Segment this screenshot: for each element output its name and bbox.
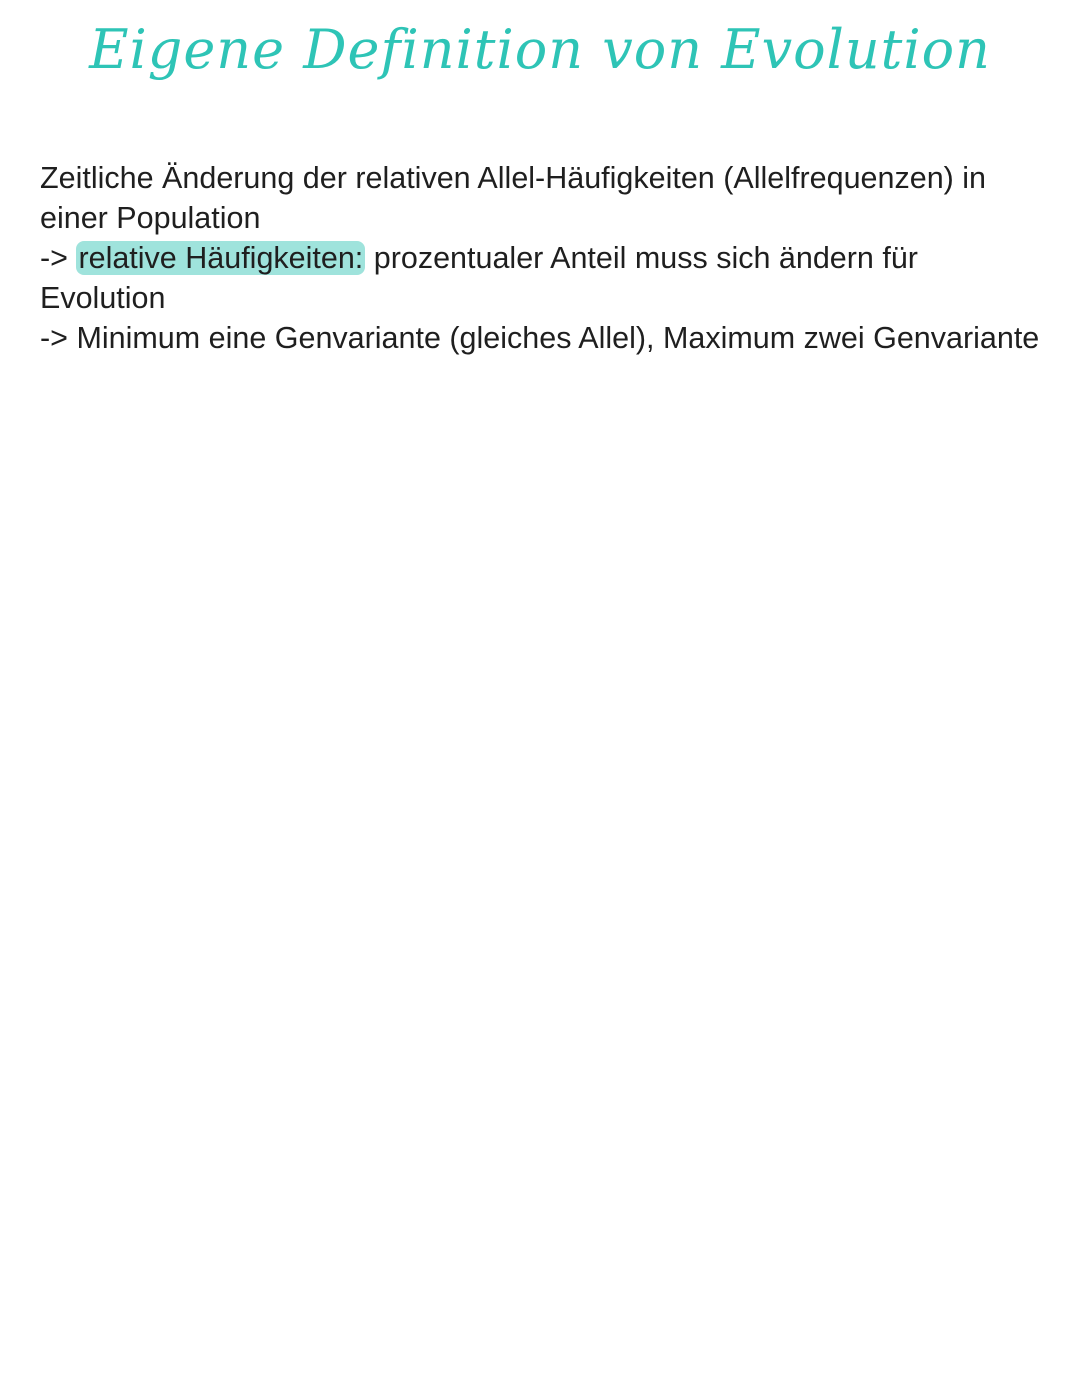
- page-title: Eigene Definition von Evolution: [89, 18, 991, 81]
- arrow-prefix: ->: [40, 241, 77, 275]
- highlighted-term: relative Häufigkeiten:: [78, 241, 364, 275]
- definition-line-5: -> Minimum eine Genvariante (gleiches Allel), Maximum zwei Genvariante: [40, 321, 1040, 355]
- definition-line-4: Evolution: [40, 281, 166, 315]
- definition-line-3: [40, 238, 1040, 278]
- definition-text: [40, 158, 1040, 358]
- definition-line-2: einer Population: [40, 201, 261, 235]
- definition-line-3-rest: prozentualer Anteil muss sich ändern für: [365, 241, 918, 275]
- definition-line-1: Zeitliche Änderung der relativen Allel-Häufigkeiten (Allelfrequenzen) in: [40, 161, 987, 195]
